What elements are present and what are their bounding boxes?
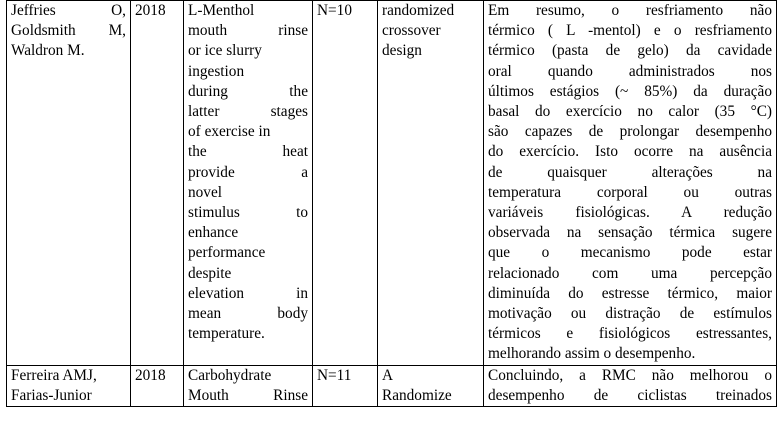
title-line: L-Menthol xyxy=(188,2,255,19)
title-line: temperature. xyxy=(188,325,265,343)
conclusion-line: térmico (pasta de gelo) da cavidade xyxy=(488,42,772,60)
table-row xyxy=(7,365,777,406)
conclusion-line: temperatura corporal ou outras xyxy=(488,183,772,201)
design-cell xyxy=(378,1,484,366)
title-line: of exercise in xyxy=(188,123,271,141)
table-row xyxy=(7,1,777,366)
title-line: enhance xyxy=(188,224,239,242)
conclusion-line: Em resumo, o resfriamento não xyxy=(488,2,772,19)
design-line: A xyxy=(382,366,394,384)
conclusion-line: oral quando administrados nos xyxy=(488,62,772,80)
authors-line: Jeffries O, xyxy=(11,2,126,19)
title-line: mean body xyxy=(188,305,308,323)
year-text: 2018 xyxy=(135,2,166,19)
authors-line: Goldsmith M, xyxy=(11,22,126,40)
sample-text: N=10 xyxy=(317,2,352,19)
design-cell xyxy=(378,365,484,406)
conclusion-line: desempenho de ciclistas treinados xyxy=(488,386,772,404)
studies-table xyxy=(6,0,777,407)
conclusion-line: Concluindo, a RMC não melhorou o xyxy=(488,366,772,384)
conclusion-line: basal do exercício no calor (35 °C) xyxy=(488,103,772,121)
design-line: randomized xyxy=(382,2,455,19)
conclusion-line: térmico ( L -mentol) e o resfriamento xyxy=(488,22,772,40)
conclusion-line: são capazes de prolongar desempenho xyxy=(488,123,772,141)
sample-cell xyxy=(313,365,378,406)
design-line: Randomize xyxy=(382,386,452,404)
title-line: provide a xyxy=(188,163,308,181)
title-line: elevation in xyxy=(188,284,308,302)
title-line: despite xyxy=(188,264,232,282)
year-cell xyxy=(131,365,184,406)
authors-cell xyxy=(7,365,131,406)
conclusion-line: térmicos e fisiológicos estressantes, xyxy=(488,325,772,343)
conclusion-cell xyxy=(484,365,777,406)
design-line: design xyxy=(382,42,422,60)
title-line: during the xyxy=(188,82,308,100)
title-line: Carbohydrate xyxy=(188,366,272,384)
conclusion-line: relacionado com uma percepção xyxy=(488,264,772,282)
authors-line: Farias-Junior xyxy=(11,386,92,404)
conclusion-line: observada na sensação térmica sugere xyxy=(488,224,772,242)
title-line: stimulus to xyxy=(188,204,308,222)
title-line: novel xyxy=(188,183,222,201)
conclusion-cell xyxy=(484,1,777,366)
year-cell xyxy=(131,1,184,366)
conclusion-line: últimos estágios (~ 85%) da duração xyxy=(488,82,772,100)
title-line: Mouth Rinse xyxy=(188,386,308,404)
sample-cell xyxy=(313,1,378,366)
design-line: crossover xyxy=(382,22,441,40)
conclusion-line: que o mecanismo pode estar xyxy=(488,244,772,262)
conclusion-line: motivação ou distração de estímulos xyxy=(488,305,772,323)
authors-line: Waldron M. xyxy=(11,42,85,60)
title-line: performance xyxy=(188,244,266,262)
title-line: mouth rinse xyxy=(188,22,308,40)
title-line: the heat xyxy=(188,143,308,161)
title-line: ingestion xyxy=(188,62,245,80)
title-cell xyxy=(184,1,313,366)
conclusion-line: variáveis fisiológicas. A redução xyxy=(488,204,772,222)
conclusion-line: diminuída do estresse térmico, maior xyxy=(488,284,772,302)
authors-cell xyxy=(7,1,131,366)
conclusion-line: de quaisquer alterações na xyxy=(488,163,772,181)
year-text: 2018 xyxy=(135,366,166,384)
conclusion-line: melhorando assim o desempenho. xyxy=(488,345,696,363)
conclusion-line: do exercício. Isto ocorre na ausência xyxy=(488,143,772,161)
authors-line: Ferreira AMJ, xyxy=(11,366,97,384)
title-line: latter stages xyxy=(188,103,308,121)
title-line: or ice slurry xyxy=(188,42,262,60)
sample-text: N=11 xyxy=(317,366,352,384)
title-cell xyxy=(184,365,313,406)
